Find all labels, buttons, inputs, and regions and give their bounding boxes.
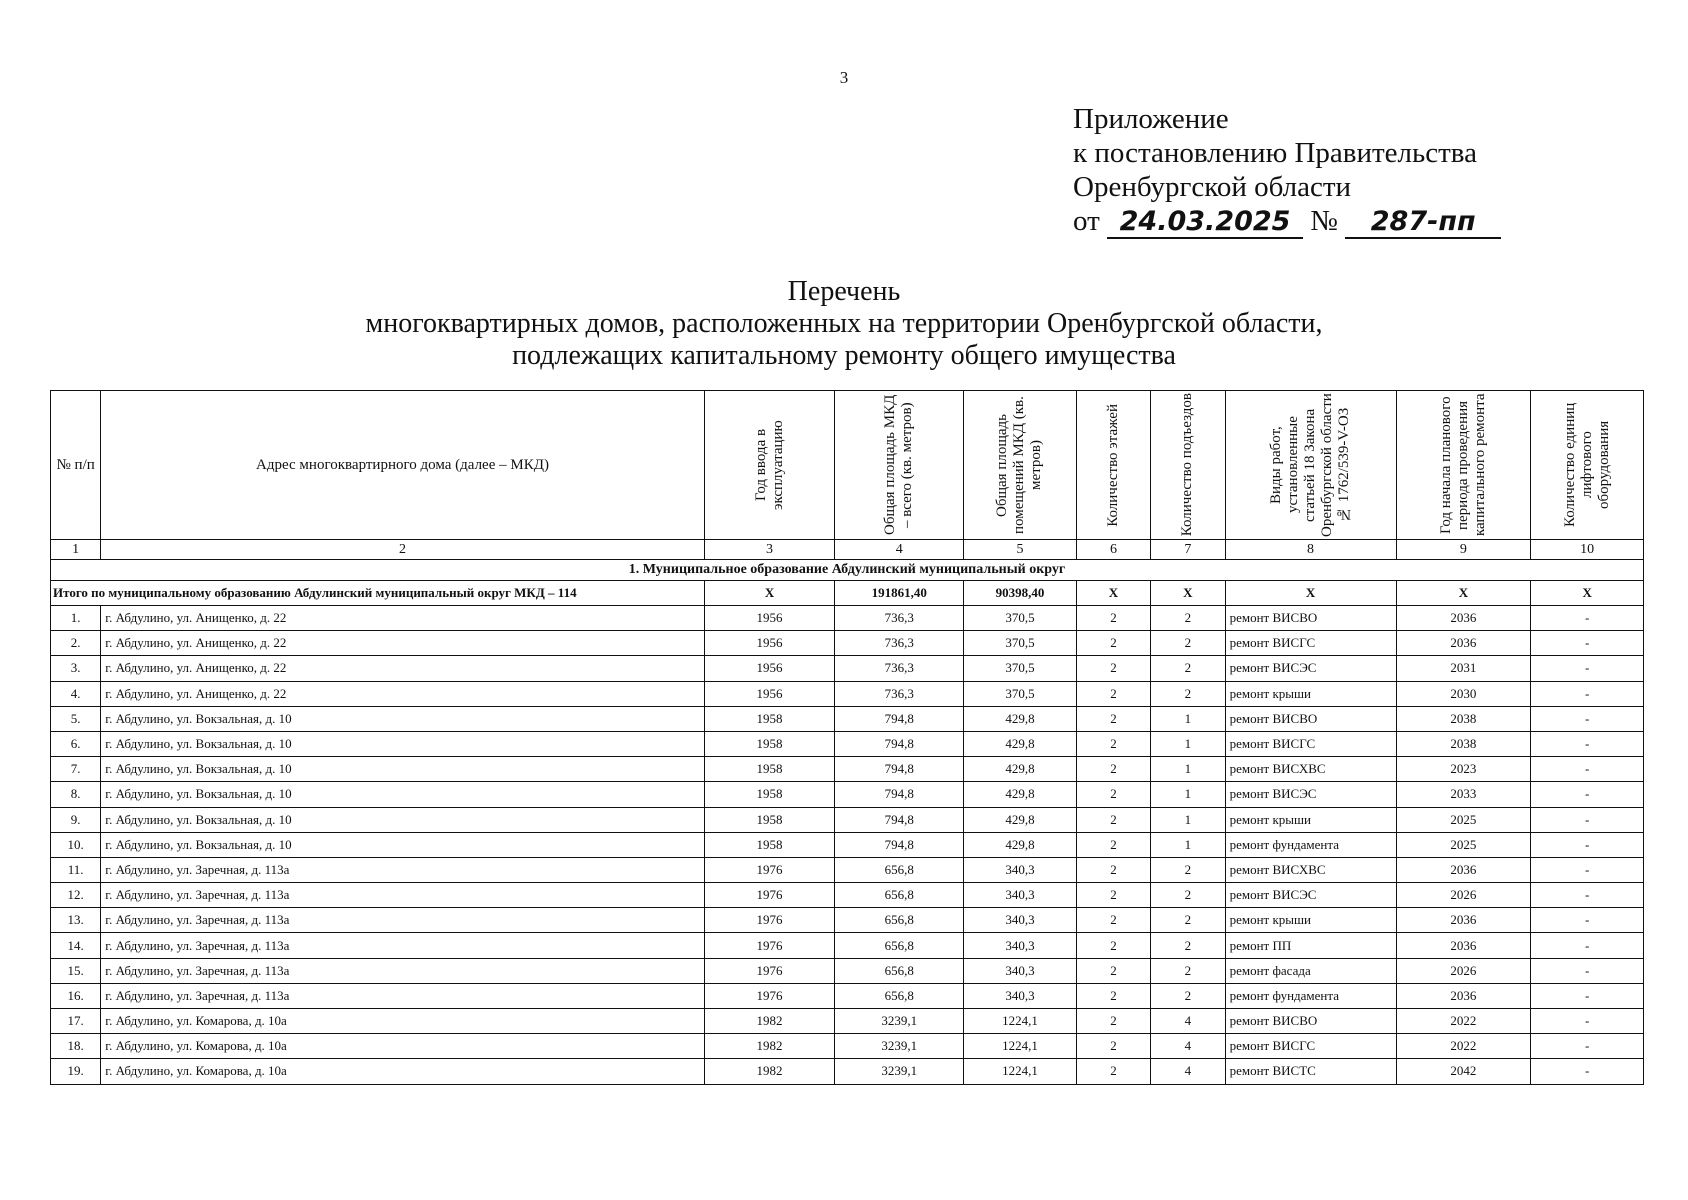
row-year: 1976 <box>704 908 835 933</box>
row-number: 7. <box>51 757 101 782</box>
row-year: 1958 <box>704 731 835 756</box>
column-number: 1 <box>51 540 101 560</box>
row-works: ремонт ВИСГС <box>1225 731 1396 756</box>
row-number: 15. <box>51 958 101 983</box>
row-premises-area: 429,8 <box>964 807 1077 832</box>
document-title <box>0 276 1688 372</box>
total-area: 191861,40 <box>835 581 964 606</box>
row-entrances: 4 <box>1151 1059 1225 1084</box>
row-total-area: 3239,1 <box>835 1009 964 1034</box>
column-number: 6 <box>1076 540 1150 560</box>
row-address: г. Абдулино, ул. Вокзальная, д. 10 <box>101 706 704 731</box>
row-year: 1976 <box>704 958 835 983</box>
row-works: ремонт фундамента <box>1225 832 1396 857</box>
table-row <box>51 731 1644 756</box>
row-floors: 2 <box>1076 757 1150 782</box>
title-line-2: многоквартирных домов, расположенных на территории Оренбургской области, <box>365 308 1323 339</box>
row-premises-area: 429,8 <box>964 782 1077 807</box>
row-address: г. Абдулино, ул. Заречная, д. 113а <box>101 857 704 882</box>
row-total-area: 794,8 <box>835 832 964 857</box>
table-header-row <box>51 391 1644 540</box>
row-works: ремонт крыши <box>1225 807 1396 832</box>
row-works: ремонт фундамента <box>1225 983 1396 1008</box>
header-plan-year-text: Год начала планового периода проведения капитального ремонта <box>1437 393 1488 537</box>
row-floors: 2 <box>1076 983 1150 1008</box>
page-number: 3 <box>839 68 849 87</box>
total-floors: Х <box>1076 581 1150 606</box>
row-elevators: - <box>1531 731 1644 756</box>
row-number: 9. <box>51 807 101 832</box>
row-plan-year: 2038 <box>1396 706 1531 731</box>
row-number: 12. <box>51 883 101 908</box>
row-elevators: - <box>1531 1034 1644 1059</box>
row-address: г. Абдулино, ул. Заречная, д. 113а <box>101 933 704 958</box>
row-works: ремонт ВИСГС <box>1225 631 1396 656</box>
title-line-3: подлежащих капитальному ремонту общего имущества <box>512 340 1176 371</box>
header-total-area-text: Общая площадь МКД – всего (кв. метров) <box>882 394 916 536</box>
row-floors: 2 <box>1076 1059 1150 1084</box>
houses-table-wrapper <box>50 390 1644 1085</box>
row-premises-area: 340,3 <box>964 983 1077 1008</box>
row-premises-area: 1224,1 <box>964 1009 1077 1034</box>
row-plan-year: 2022 <box>1396 1034 1531 1059</box>
row-total-area: 3239,1 <box>835 1034 964 1059</box>
row-floors: 2 <box>1076 883 1150 908</box>
table-row <box>51 1009 1644 1034</box>
row-total-area: 736,3 <box>835 656 964 681</box>
row-address: г. Абдулино, ул. Вокзальная, д. 10 <box>101 757 704 782</box>
row-address: г. Абдулино, ул. Анищенко, д. 22 <box>101 631 704 656</box>
row-entrances: 2 <box>1151 908 1225 933</box>
table-row <box>51 782 1644 807</box>
row-plan-year: 2033 <box>1396 782 1531 807</box>
table-row <box>51 983 1644 1008</box>
header-floors <box>1076 391 1150 540</box>
row-floors: 2 <box>1076 1009 1150 1034</box>
table-row <box>51 1034 1644 1059</box>
row-elevators: - <box>1531 606 1644 631</box>
row-entrances: 1 <box>1151 706 1225 731</box>
row-premises-area: 340,3 <box>964 908 1077 933</box>
table-row <box>51 857 1644 882</box>
section-title: 1. Муниципальное образование Абдулинский муниципальный округ <box>51 560 1644 581</box>
table-row <box>51 757 1644 782</box>
row-plan-year: 2023 <box>1396 757 1531 782</box>
row-number: 17. <box>51 1009 101 1034</box>
row-elevators: - <box>1531 883 1644 908</box>
row-works: ремонт ВИСЭС <box>1225 883 1396 908</box>
table-row <box>51 681 1644 706</box>
row-premises-area: 340,3 <box>964 958 1077 983</box>
row-number: 3. <box>51 656 101 681</box>
row-floors: 2 <box>1076 631 1150 656</box>
row-year: 1976 <box>704 857 835 882</box>
row-elevators: - <box>1531 631 1644 656</box>
row-floors: 2 <box>1076 606 1150 631</box>
row-total-area: 794,8 <box>835 706 964 731</box>
row-plan-year: 2036 <box>1396 631 1531 656</box>
row-works: ремонт ВИСВО <box>1225 606 1396 631</box>
row-total-area: 736,3 <box>835 606 964 631</box>
appendix-line-2: к постановлению Правительства <box>1073 137 1477 169</box>
column-number: 9 <box>1396 540 1531 560</box>
row-year: 1958 <box>704 807 835 832</box>
row-total-area: 656,8 <box>835 958 964 983</box>
header-elevators <box>1531 391 1644 540</box>
row-elevators: - <box>1531 1009 1644 1034</box>
table-row <box>51 807 1644 832</box>
row-year: 1976 <box>704 883 835 908</box>
row-floors: 2 <box>1076 933 1150 958</box>
row-number: 14. <box>51 933 101 958</box>
row-works: ремонт ПП <box>1225 933 1396 958</box>
row-year: 1956 <box>704 631 835 656</box>
row-address: г. Абдулино, ул. Анищенко, д. 22 <box>101 681 704 706</box>
header-works <box>1225 391 1396 540</box>
row-works: ремонт ВИСВО <box>1225 1009 1396 1034</box>
table-row <box>51 908 1644 933</box>
row-total-area: 3239,1 <box>835 1059 964 1084</box>
handwritten-date: 24.03.2025 <box>1107 207 1303 239</box>
column-number: 2 <box>101 540 704 560</box>
column-numbers-row <box>51 540 1644 560</box>
row-number: 10. <box>51 832 101 857</box>
appendix-date-line <box>1073 204 1501 239</box>
row-total-area: 656,8 <box>835 908 964 933</box>
row-entrances: 1 <box>1151 782 1225 807</box>
row-entrances: 2 <box>1151 656 1225 681</box>
row-total-area: 794,8 <box>835 731 964 756</box>
header-premises-area-text: Общая площадь помещений МКД (кв. метров) <box>994 396 1045 534</box>
row-floors: 2 <box>1076 857 1150 882</box>
row-entrances: 2 <box>1151 606 1225 631</box>
row-year: 1958 <box>704 782 835 807</box>
header-floors-text: Количество этажей <box>1104 403 1121 527</box>
row-works: ремонт фасада <box>1225 958 1396 983</box>
row-premises-area: 1224,1 <box>964 1059 1077 1084</box>
row-elevators: - <box>1531 757 1644 782</box>
header-plan-year <box>1396 391 1531 540</box>
row-address: г. Абдулино, ул. Анищенко, д. 22 <box>101 656 704 681</box>
row-plan-year: 2026 <box>1396 883 1531 908</box>
column-number: 8 <box>1225 540 1396 560</box>
row-plan-year: 2025 <box>1396 807 1531 832</box>
header-total-area <box>835 391 964 540</box>
row-number: 4. <box>51 681 101 706</box>
row-number: 6. <box>51 731 101 756</box>
row-plan-year: 2026 <box>1396 958 1531 983</box>
row-works: ремонт ВИСЭС <box>1225 782 1396 807</box>
table-row <box>51 883 1644 908</box>
row-number: 18. <box>51 1034 101 1059</box>
table-row <box>51 958 1644 983</box>
row-works: ремонт ВИСГС <box>1225 1034 1396 1059</box>
row-year: 1958 <box>704 757 835 782</box>
appendix-line-3: Оренбургской области <box>1073 171 1352 203</box>
row-plan-year: 2036 <box>1396 606 1531 631</box>
row-elevators: - <box>1531 983 1644 1008</box>
row-premises-area: 340,3 <box>964 857 1077 882</box>
row-elevators: - <box>1531 1059 1644 1084</box>
row-entrances: 2 <box>1151 857 1225 882</box>
total-entrances: Х <box>1151 581 1225 606</box>
section-row <box>51 560 1644 581</box>
row-address: г. Абдулино, ул. Вокзальная, д. 10 <box>101 731 704 756</box>
column-number: 4 <box>835 540 964 560</box>
row-elevators: - <box>1531 933 1644 958</box>
row-works: ремонт крыши <box>1225 681 1396 706</box>
row-elevators: - <box>1531 807 1644 832</box>
header-entrances-text: Количество подъездов <box>1179 393 1196 537</box>
header-works-text: Виды работ, установленные статьей 18 Закона Оренбургской области № 1762/539-V-ОЗ <box>1268 393 1353 537</box>
row-plan-year: 2042 <box>1396 1059 1531 1084</box>
row-plan-year: 2036 <box>1396 933 1531 958</box>
column-number: 3 <box>704 540 835 560</box>
column-number: 5 <box>964 540 1077 560</box>
header-address: Адрес многоквартирного дома (далее – МКД) <box>101 391 704 540</box>
row-floors: 2 <box>1076 656 1150 681</box>
table-row <box>51 1059 1644 1084</box>
row-works: ремонт ВИСЭС <box>1225 656 1396 681</box>
row-works: ремонт ВИСТС <box>1225 1059 1396 1084</box>
row-plan-year: 2036 <box>1396 857 1531 882</box>
row-year: 1958 <box>704 706 835 731</box>
row-year: 1976 <box>704 933 835 958</box>
row-total-area: 794,8 <box>835 782 964 807</box>
row-year: 1956 <box>704 656 835 681</box>
total-works: Х <box>1225 581 1396 606</box>
header-year-text: Год ввода в эксплуатацию <box>752 420 786 510</box>
total-row <box>51 581 1644 606</box>
row-total-area: 794,8 <box>835 757 964 782</box>
number-label: № <box>1310 205 1338 237</box>
row-works: ремонт крыши <box>1225 908 1396 933</box>
row-premises-area: 1224,1 <box>964 1034 1077 1059</box>
row-premises-area: 429,8 <box>964 757 1077 782</box>
row-floors: 2 <box>1076 908 1150 933</box>
row-total-area: 656,8 <box>835 883 964 908</box>
row-address: г. Абдулино, ул. Вокзальная, д. 10 <box>101 782 704 807</box>
row-entrances: 1 <box>1151 731 1225 756</box>
row-premises-area: 429,8 <box>964 832 1077 857</box>
row-number: 1. <box>51 606 101 631</box>
row-premises-area: 429,8 <box>964 706 1077 731</box>
row-floors: 2 <box>1076 782 1150 807</box>
row-plan-year: 2025 <box>1396 832 1531 857</box>
row-premises-area: 340,3 <box>964 883 1077 908</box>
row-elevators: - <box>1531 908 1644 933</box>
row-floors: 2 <box>1076 731 1150 756</box>
row-number: 5. <box>51 706 101 731</box>
houses-table <box>50 390 1644 1085</box>
row-elevators: - <box>1531 706 1644 731</box>
row-address: г. Абдулино, ул. Вокзальная, д. 10 <box>101 832 704 857</box>
total-plan-year: Х <box>1396 581 1531 606</box>
row-elevators: - <box>1531 656 1644 681</box>
row-year: 1982 <box>704 1059 835 1084</box>
handwritten-number: 287-пп <box>1345 207 1501 239</box>
row-plan-year: 2038 <box>1396 731 1531 756</box>
row-entrances: 2 <box>1151 933 1225 958</box>
row-floors: 2 <box>1076 1034 1150 1059</box>
header-entrances <box>1151 391 1225 540</box>
appendix-block <box>1073 102 1501 239</box>
row-plan-year: 2022 <box>1396 1009 1531 1034</box>
row-total-area: 656,8 <box>835 857 964 882</box>
row-elevators: - <box>1531 832 1644 857</box>
row-number: 19. <box>51 1059 101 1084</box>
table-row <box>51 933 1644 958</box>
table-row <box>51 606 1644 631</box>
row-number: 16. <box>51 983 101 1008</box>
row-floors: 2 <box>1076 807 1150 832</box>
row-number: 2. <box>51 631 101 656</box>
row-year: 1976 <box>704 983 835 1008</box>
table-row <box>51 631 1644 656</box>
title-line-1: Перечень <box>787 276 901 307</box>
row-total-area: 656,8 <box>835 983 964 1008</box>
row-elevators: - <box>1531 681 1644 706</box>
appendix-line-1: Приложение <box>1073 103 1229 135</box>
from-label: от <box>1073 205 1100 237</box>
row-entrances: 2 <box>1151 681 1225 706</box>
row-number: 11. <box>51 857 101 882</box>
header-year <box>704 391 835 540</box>
row-year: 1956 <box>704 681 835 706</box>
row-address: г. Абдулино, ул. Комарова, д. 10а <box>101 1034 704 1059</box>
row-entrances: 1 <box>1151 757 1225 782</box>
row-plan-year: 2030 <box>1396 681 1531 706</box>
row-year: 1956 <box>704 606 835 631</box>
row-elevators: - <box>1531 782 1644 807</box>
total-label: Итого по муниципальному образованию Абдулинский муниципальный округ МКД – 114 <box>51 581 705 606</box>
row-floors: 2 <box>1076 958 1150 983</box>
row-entrances: 2 <box>1151 883 1225 908</box>
row-entrances: 4 <box>1151 1009 1225 1034</box>
row-total-area: 656,8 <box>835 933 964 958</box>
table-row <box>51 832 1644 857</box>
header-premises-area <box>964 391 1077 540</box>
row-works: ремонт ВИСВО <box>1225 706 1396 731</box>
row-entrances: 4 <box>1151 1034 1225 1059</box>
row-entrances: 2 <box>1151 983 1225 1008</box>
row-address: г. Абдулино, ул. Заречная, д. 113а <box>101 958 704 983</box>
row-year: 1982 <box>704 1034 835 1059</box>
table-body <box>51 606 1644 1085</box>
row-premises-area: 370,5 <box>964 681 1077 706</box>
row-elevators: - <box>1531 857 1644 882</box>
row-plan-year: 2036 <box>1396 983 1531 1008</box>
row-premises-area: 370,5 <box>964 606 1077 631</box>
row-total-area: 736,3 <box>835 631 964 656</box>
total-year: Х <box>704 581 835 606</box>
row-premises-area: 429,8 <box>964 731 1077 756</box>
row-address: г. Абдулино, ул. Заречная, д. 113а <box>101 983 704 1008</box>
row-plan-year: 2031 <box>1396 656 1531 681</box>
row-floors: 2 <box>1076 832 1150 857</box>
row-number: 8. <box>51 782 101 807</box>
row-address: г. Абдулино, ул. Заречная, д. 113а <box>101 908 704 933</box>
row-address: г. Абдулино, ул. Анищенко, д. 22 <box>101 606 704 631</box>
row-floors: 2 <box>1076 706 1150 731</box>
header-number: № п/п <box>51 391 101 540</box>
row-works: ремонт ВИСХВС <box>1225 757 1396 782</box>
row-plan-year: 2036 <box>1396 908 1531 933</box>
row-entrances: 2 <box>1151 958 1225 983</box>
row-entrances: 2 <box>1151 631 1225 656</box>
row-works: ремонт ВИСХВС <box>1225 857 1396 882</box>
row-address: г. Абдулино, ул. Заречная, д. 113а <box>101 883 704 908</box>
row-premises-area: 370,5 <box>964 656 1077 681</box>
row-total-area: 736,3 <box>835 681 964 706</box>
row-address: г. Абдулино, ул. Комарова, д. 10а <box>101 1059 704 1084</box>
column-number: 10 <box>1531 540 1644 560</box>
table-row <box>51 656 1644 681</box>
row-address: г. Абдулино, ул. Комарова, д. 10а <box>101 1009 704 1034</box>
total-elevators: Х <box>1531 581 1644 606</box>
row-number: 13. <box>51 908 101 933</box>
row-premises-area: 370,5 <box>964 631 1077 656</box>
row-total-area: 794,8 <box>835 807 964 832</box>
row-floors: 2 <box>1076 681 1150 706</box>
row-elevators: - <box>1531 958 1644 983</box>
table-row <box>51 706 1644 731</box>
header-elevators-text: Количество единиц лифтового оборудования <box>1561 402 1612 528</box>
row-premises-area: 340,3 <box>964 933 1077 958</box>
row-year: 1982 <box>704 1009 835 1034</box>
row-entrances: 1 <box>1151 832 1225 857</box>
row-year: 1958 <box>704 832 835 857</box>
column-number: 7 <box>1151 540 1225 560</box>
row-entrances: 1 <box>1151 807 1225 832</box>
row-address: г. Абдулино, ул. Вокзальная, д. 10 <box>101 807 704 832</box>
total-premises-area: 90398,40 <box>964 581 1077 606</box>
